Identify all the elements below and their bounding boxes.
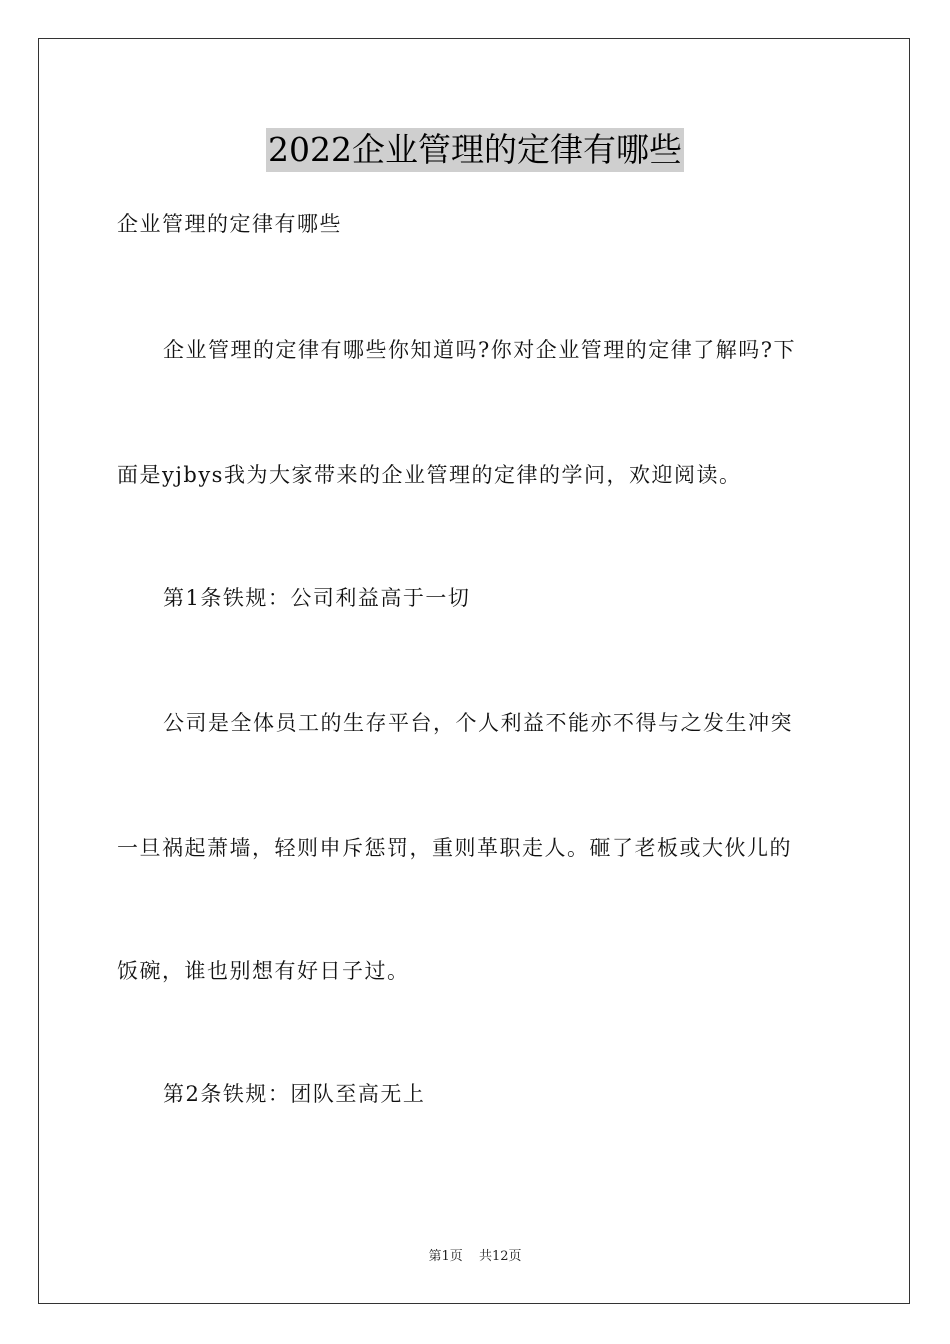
page-footer [0,1249,950,1265]
document-title: 2022企业管理的定律有哪些 [266,128,684,172]
page-number: 第1页 [428,1249,463,1264]
rule-heading: 第1条铁规：公司利益高于一切 [163,586,471,610]
rule-heading: 第2条铁规：团队至高无上 [163,1082,426,1106]
paragraph-line: 一旦祸起萧墙，轻则申斥惩罚，重则革职走人。砸了老板或大伙儿的 [117,836,792,860]
paragraph-line: 企业管理的定律有哪些你知道吗?你对企业管理的定律了解吗?下 [163,338,797,362]
page-total: 共12页 [478,1249,522,1264]
subtitle-line: 企业管理的定律有哪些 [117,212,342,236]
paragraph-line: 面是yjbys我为大家带来的企业管理的定律的学问，欢迎阅读。 [117,463,742,487]
paragraph-line: 饭碗，谁也别想有好日子过。 [117,959,410,983]
paragraph-line: 公司是全体员工的生存平台，个人利益不能亦不得与之发生冲突 [163,711,793,735]
document-title-container [0,128,950,172]
